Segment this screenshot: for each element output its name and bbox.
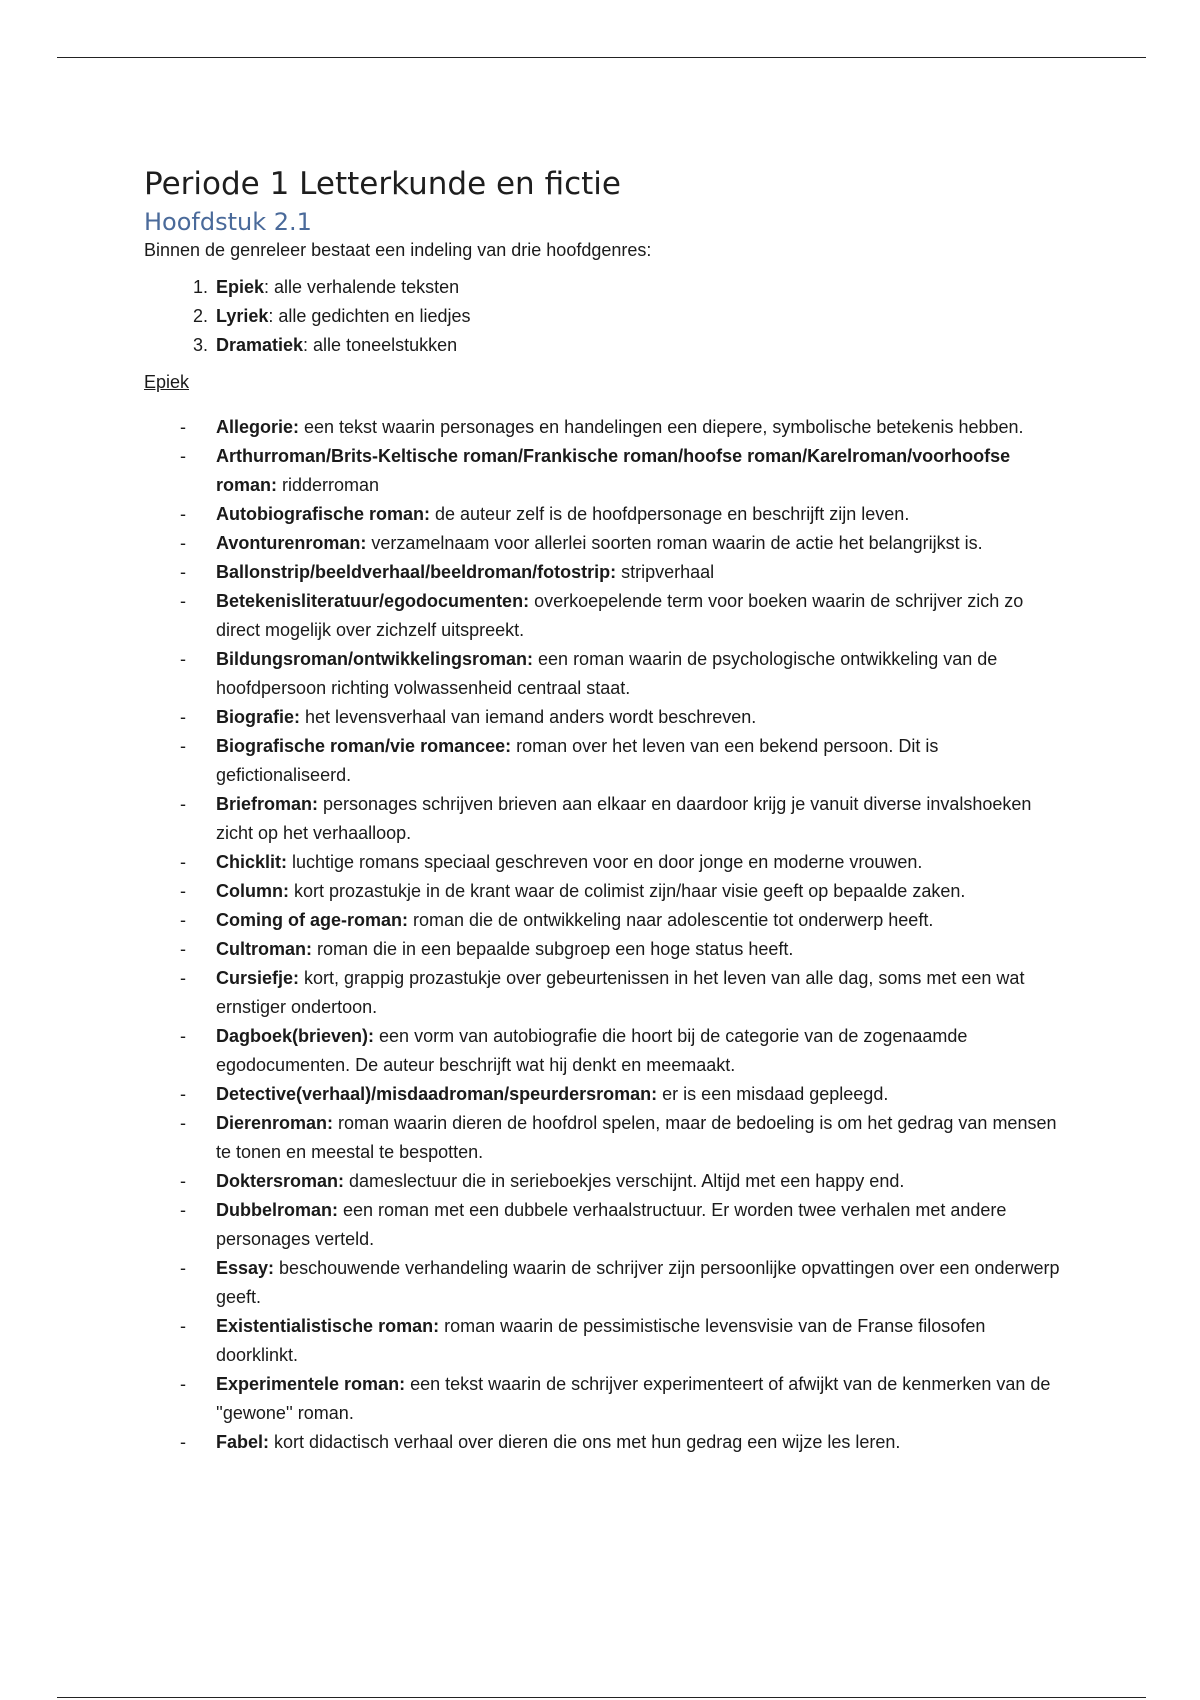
list-item-text	[216, 1370, 1064, 1428]
dash-bullet: -	[180, 649, 186, 669]
list-item	[144, 558, 1064, 587]
list-item-text	[216, 1196, 1064, 1254]
genre-description: : alle verhalende teksten	[264, 277, 460, 297]
term-description: een roman met een dubbele verhaalstructuur. Er worden twee verhalen met andere personages verteld.	[216, 1200, 1007, 1249]
dash-bullet: -	[180, 1171, 186, 1191]
term-label: Biografie:	[216, 707, 301, 727]
genre-list	[144, 273, 1064, 360]
term-label: Ballonstrip/beeldverhaal/beeldroman/fotostrip:	[216, 562, 617, 582]
list-item-text	[216, 413, 1064, 442]
dash-bullet: -	[180, 968, 186, 988]
term-label: Allegorie:	[216, 417, 300, 437]
term-description: kort didactisch verhaal over dieren die ons met hun gedrag een wijze les leren.	[269, 1432, 901, 1452]
genre-number: 2.	[192, 306, 208, 326]
page-title: Periode 1 Letterkunde en fictie	[144, 166, 621, 202]
list-item	[144, 732, 1064, 790]
term-description: personages schrijven brieven aan elkaar en daardoor krijg je vanuit diverse invalshoeken zicht op het verhaalloop.	[216, 794, 1032, 843]
list-item-text	[216, 1254, 1064, 1312]
term-description: roman die de ontwikkeling naar adolescentie tot onderwerp heeft.	[408, 910, 934, 930]
term-description: een vorm van autobiografie die hoort bij de categorie van de zogenaamde egodocumenten. De auteur beschrijft wat hij denkt en meemaakt.	[216, 1026, 968, 1075]
list-item-text	[216, 964, 1064, 1022]
list-item-text	[216, 848, 1064, 877]
dash-bullet: -	[180, 852, 186, 872]
term-description: een roman waarin de psychologische ontwikkeling van de hoofdpersoon richting volwassenheid centraal staat.	[216, 649, 998, 698]
term-description: de auteur zelf is de hoofdpersonage en beschrijft zijn leven.	[430, 504, 910, 524]
list-item	[144, 442, 1064, 500]
list-item	[144, 1167, 1064, 1196]
term-description: het levensverhaal van iemand anders wordt beschreven.	[300, 707, 757, 727]
list-item-text	[216, 703, 1064, 732]
list-item-text	[216, 1022, 1064, 1080]
term-label: Biografische roman/vie romancee:	[216, 736, 512, 756]
list-item-text	[216, 442, 1064, 500]
list-item	[144, 848, 1064, 877]
genre-number: 3.	[192, 335, 208, 355]
list-item-text	[216, 1312, 1064, 1370]
dash-bullet: -	[180, 1432, 186, 1452]
list-item-text	[216, 906, 1064, 935]
list-item	[144, 935, 1064, 964]
genre-description: : alle gedichten en liedjes	[268, 306, 471, 326]
page-header-rule	[57, 57, 1146, 58]
list-item	[144, 877, 1064, 906]
list-item	[144, 703, 1064, 732]
term-label: Arthurroman/Brits-Keltische roman/Frankische roman/hoofse roman/Karelroman/voorhoofse roman:	[216, 446, 1011, 495]
term-description: roman over het leven van een bekend persoon. Dit is gefictionaliseerd.	[216, 736, 939, 785]
list-item	[144, 1080, 1064, 1109]
term-description: roman waarin dieren de hoofdrol spelen, maar de bedoeling is om het gedrag van mensen te tonen en meestal te bespotten.	[216, 1113, 1057, 1162]
term-label: Dierenroman:	[216, 1113, 334, 1133]
list-item	[144, 1312, 1064, 1370]
genre-number: 1.	[192, 277, 208, 297]
term-label: Existentialistische roman:	[216, 1316, 440, 1336]
list-item-text	[216, 587, 1064, 645]
list-item	[144, 587, 1064, 645]
genre-item	[144, 302, 1064, 331]
dash-bullet: -	[180, 1026, 186, 1046]
dash-bullet: -	[180, 1113, 186, 1133]
dash-bullet: -	[180, 591, 186, 611]
term-description: ridderroman	[277, 475, 380, 495]
document-body	[144, 164, 1064, 1457]
dash-bullet: -	[180, 939, 186, 959]
term-label: Chicklit:	[216, 852, 288, 872]
genre-term: Dramatiek	[216, 335, 304, 355]
term-label: Dubbelroman:	[216, 1200, 339, 1220]
list-item	[144, 645, 1064, 703]
list-item-text	[216, 1167, 1064, 1196]
term-label: Dagboek(brieven):	[216, 1026, 375, 1046]
dash-bullet: -	[180, 1258, 186, 1278]
term-label: Detective(verhaal)/misdaadroman/speurdersroman:	[216, 1084, 658, 1104]
section-label-epiek: Epiek	[144, 372, 190, 392]
dash-bullet: -	[180, 707, 186, 727]
term-description: een tekst waarin personages en handelingen een diepere, symbolische betekenis hebben.	[299, 417, 1024, 437]
term-label: Essay:	[216, 1258, 275, 1278]
term-label: Avonturenroman:	[216, 533, 367, 553]
term-description: kort prozastukje in de krant waar de colimist zijn/haar visie geeft op bepaalde zaken.	[288, 881, 966, 901]
genre-item	[144, 331, 1064, 360]
term-label: Coming of age-roman:	[216, 910, 408, 930]
list-item	[144, 500, 1064, 529]
list-item	[144, 964, 1064, 1022]
list-item-text	[216, 500, 1064, 529]
term-label: Bildungsroman/ontwikkelingsroman:	[216, 649, 534, 669]
term-label: Experimentele roman:	[216, 1374, 406, 1394]
term-label: Column:	[216, 881, 289, 901]
list-item-text	[216, 1428, 1064, 1457]
list-item	[144, 1370, 1064, 1428]
list-item	[144, 1428, 1064, 1457]
term-label: Betekenisliteratuur/egodocumenten:	[216, 591, 530, 611]
list-item-text	[216, 645, 1064, 703]
list-item	[144, 906, 1064, 935]
term-description: kort, grappig prozastukje over gebeurtenissen in het leven van alle dag, soms met een wat ernstiger ondertoon.	[216, 968, 1025, 1017]
term-label: Cursiefje:	[216, 968, 300, 988]
dash-bullet: -	[180, 881, 186, 901]
dash-bullet: -	[180, 1374, 186, 1394]
dash-bullet: -	[180, 504, 186, 524]
term-description: verzamelnaam voor allerlei soorten roman waarin de actie het belangrijkst is.	[366, 533, 983, 553]
genre-term: Lyriek	[216, 306, 269, 326]
list-item-text	[216, 529, 1064, 558]
list-item-text	[216, 732, 1064, 790]
dash-bullet: -	[180, 1316, 186, 1336]
dash-bullet: -	[180, 533, 186, 553]
term-label: Autobiografische roman:	[216, 504, 431, 524]
term-description: luchtige romans speciaal geschreven voor en door jonge en moderne vrouwen.	[287, 852, 923, 872]
list-item-text	[216, 558, 1064, 587]
list-item	[144, 790, 1064, 848]
dash-bullet: -	[180, 417, 186, 437]
dash-bullet: -	[180, 736, 186, 756]
list-item-text	[216, 877, 1064, 906]
intro-paragraph: Binnen de genreleer bestaat een indeling van drie hoofdgenres:	[144, 240, 652, 260]
page-footer-rule	[57, 1697, 1146, 1698]
list-item	[144, 1196, 1064, 1254]
list-item	[144, 1109, 1064, 1167]
list-item	[144, 1254, 1064, 1312]
term-description: dameslectuur die in serieboekjes verschijnt. Altijd met een happy end.	[344, 1171, 905, 1191]
term-description: overkoepelende term voor boeken waarin de schrijver zich zo direct mogelijk over zichzelf uitspreekt.	[216, 591, 1024, 640]
term-description: roman die in een bepaalde subgroep een hoge status heeft.	[312, 939, 794, 959]
term-description: stripverhaal	[616, 562, 715, 582]
list-item	[144, 529, 1064, 558]
list-item	[144, 413, 1064, 442]
term-label: Doktersroman:	[216, 1171, 345, 1191]
dash-bullet: -	[180, 562, 186, 582]
term-label: Cultroman:	[216, 939, 312, 959]
dash-bullet: -	[180, 1084, 186, 1104]
genre-term: Epiek	[216, 277, 265, 297]
term-description: een tekst waarin de schrijver experimenteert of afwijkt van de kenmerken van de ''gewone'' roman.	[216, 1374, 1051, 1423]
term-description: beschouwende verhandeling waarin de schrijver zijn persoonlijke opvattingen over een onderwerp geeft.	[216, 1258, 1060, 1307]
dash-bullet: -	[180, 1200, 186, 1220]
term-label: Fabel:	[216, 1432, 270, 1452]
list-item-text	[216, 790, 1064, 848]
term-description: roman waarin de pessimistische levensvisie van de Franse filosofen doorklinkt.	[216, 1316, 986, 1365]
list-item-text	[216, 1080, 1064, 1109]
list-item-text	[216, 1109, 1064, 1167]
genre-description: : alle toneelstukken	[303, 335, 458, 355]
list-item-text	[216, 935, 1064, 964]
list-item	[144, 1022, 1064, 1080]
term-label: Briefroman:	[216, 794, 319, 814]
chapter-heading: Hoofdstuk 2.1	[144, 208, 312, 236]
dash-bullet: -	[180, 794, 186, 814]
dash-bullet: -	[180, 446, 186, 466]
term-list	[144, 413, 1064, 1457]
term-description: er is een misdaad gepleegd.	[657, 1084, 889, 1104]
genre-item	[144, 273, 1064, 302]
dash-bullet: -	[180, 910, 186, 930]
